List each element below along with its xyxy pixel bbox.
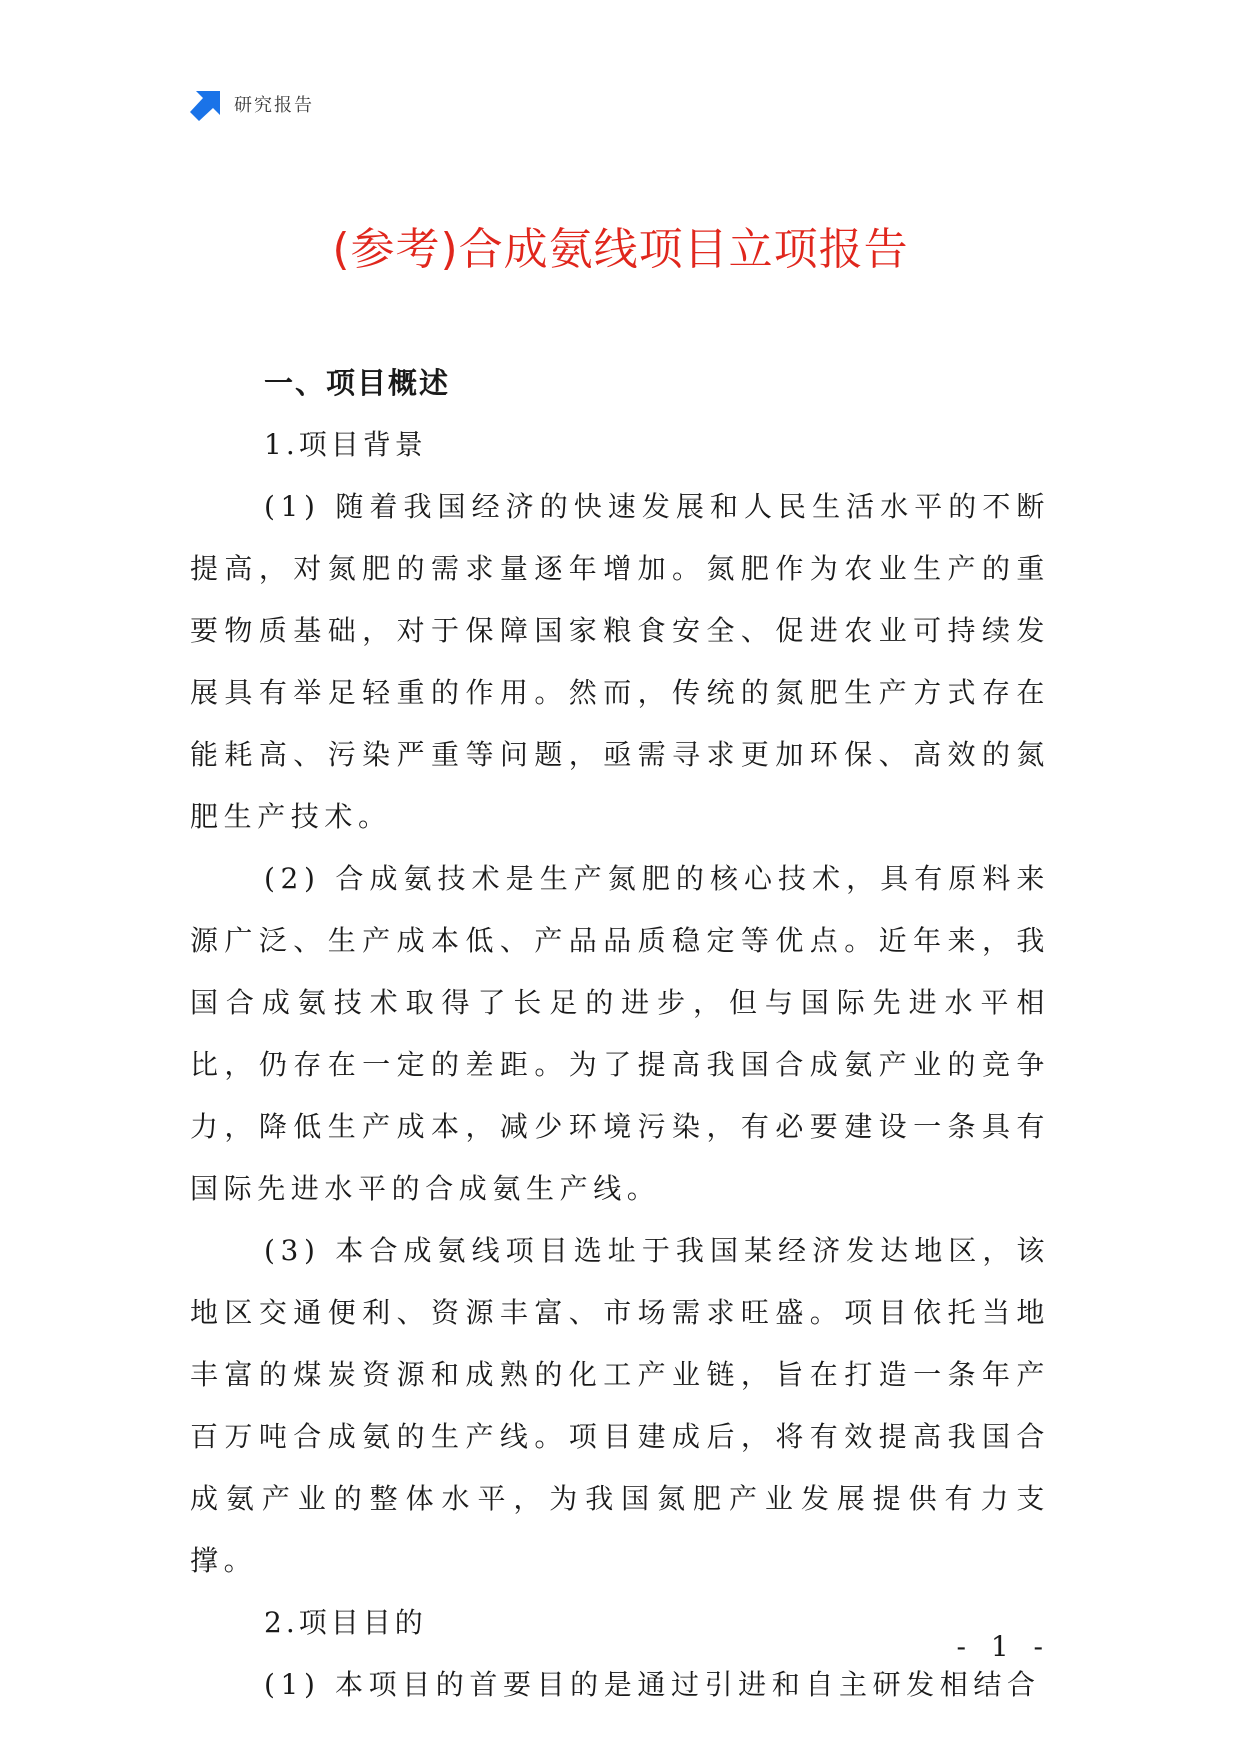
document-header: [190, 86, 314, 122]
document-body: [190, 352, 1050, 1716]
sub-heading-purpose: 2.项目目的: [264, 1606, 427, 1639]
section-heading: 一、项目概述: [264, 366, 451, 400]
header-label: 研究报告: [234, 95, 314, 116]
paragraph: (1) 本项目的首要目的是通过引进和自主研发相结合: [264, 1668, 1041, 1701]
paragraph: (2) 合成氨技术是生产氮肥的核心技术，具有原料来源广泛、生产成本低、产品品质稳定等优点。近年来，我国合成氨技术取得了长足的进步，但与国际先进水平相比，仍存在一定的差距。为了提高我国合成氨产业的竞争力，降低生产成本，减少环境污染，有必要建设一条具有国际先进水平的合成氨生产线。: [190, 862, 1050, 1205]
document-title: (参考)合成氨线项目立项报告: [332, 224, 909, 275]
arrow-up-right-icon: [190, 87, 224, 121]
page-number: - 1 -: [956, 1630, 1051, 1663]
sub-heading-background: 1.项目背景: [264, 428, 427, 461]
paragraph: (1) 随着我国经济的快速发展和人民生活水平的不断提高，对氮肥的需求量逐年增加。氮肥作为农业生产的重要物质基础，对于保障国家粮食安全、促进农业可持续发展具有举足轻重的作用。然而，传统的氮肥生产方式存在能耗高、污染严重等问题，亟需寻求更加环保、高效的氮肥生产技术。: [190, 490, 1050, 833]
paragraph: (3) 本合成氨线项目选址于我国某经济发达地区，该地区交通便利、资源丰富、市场需求旺盛。项目依托当地丰富的煤炭资源和成熟的化工产业链，旨在打造一条年产百万吨合成氨的生产线。项目建成后，将有效提高我国合成氨产业的整体水平，为我国氮肥产业发展提供有力支撑。: [190, 1234, 1050, 1577]
